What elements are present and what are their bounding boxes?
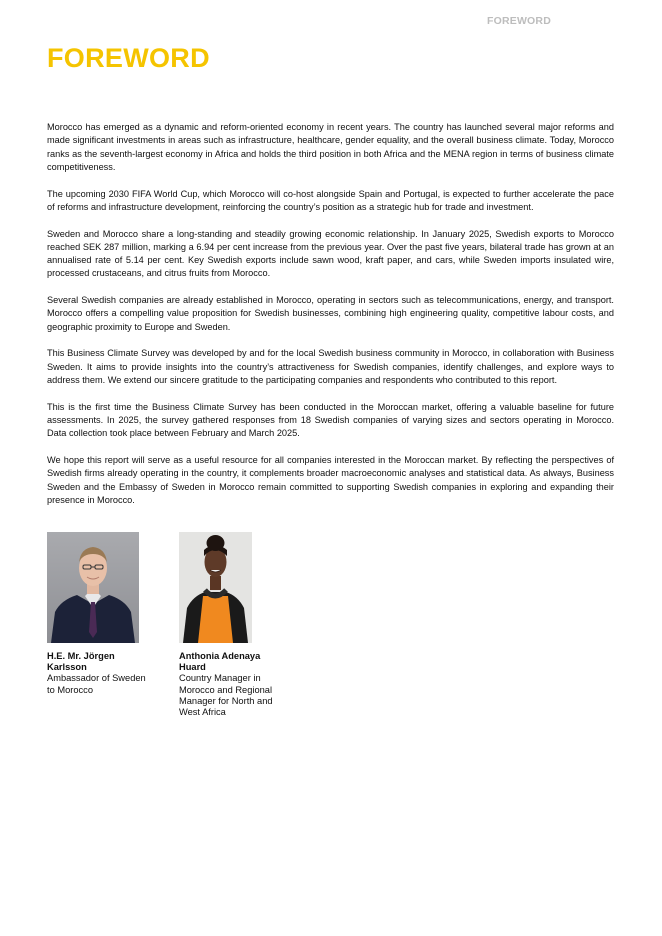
- signatory-ambassador: [47, 532, 155, 696]
- signatory-country-manager: [179, 532, 289, 718]
- paragraph: This is the first time the Business Climate Survey has been conducted in the Moroccan market, offering a valuable baseline for future assessments. In 2025, the survey gathered responses from 18 Swedish companies of varying sizes and sectors operating in Morocco. Data collection took place between February and March 2025.: [47, 401, 614, 439]
- signatory-name: Anthonia Adenaya Huard: [179, 651, 261, 673]
- paragraph: Morocco has emerged as a dynamic and reform-oriented economy in recent years. The country has launched several major reforms and made significant investments in areas such as infrastructure, healthcare, gender equality, and the overall business climate. Today, Morocco ranks as the seventh-largest economy in Africa and holds the third position in both Africa and the MENA region in terms of business climate competitiveness.: [47, 122, 614, 172]
- signatories: [47, 532, 447, 732]
- page-title: FOREWORD: [47, 43, 210, 73]
- paragraph: Several Swedish companies are already established in Morocco, operating in sectors such as telecommunications, energy, and transport. Morocco offers a compelling value proposition for Swedish businesses, combining high engineering quality, competitive labour costs, and geographic proximity to Europe and Sweden.: [47, 295, 614, 332]
- running-header: FOREWORD: [486, 15, 551, 27]
- signatory-role: Country Manager in Morocco and Regional Manager for North and West Africa: [179, 673, 273, 718]
- paragraph: We hope this report will serve as a useful resource for all companies interested in the Moroccan market. By reflecting the perspectives of Swedish firms already operating in the country, it complements broader macroeconomic analyses and statistical data. As always, Business Sweden and the Embassy of Sweden in Morocco remain committed to supporting Swedish companies in exploring and expanding their presence in Morocco.: [47, 454, 614, 505]
- paragraph: The upcoming 2030 FIFA World Cup, which Morocco will co-host alongside Spain and Portugal, is expected to further accelerate the pace of reforms and infrastructure development, reinforcing the country’s position as a strategic hub for trade and investment.: [47, 188, 614, 212]
- country-manager-portrait-photo: [179, 532, 252, 643]
- foreword-body: [47, 121, 614, 521]
- paragraph: Sweden and Morocco share a long-standing and steadily growing economic relationship. In January 2025, Swedish exports to Morocco reached SEK 287 million, marking a 6.94 per cent increase from the previous year. Over the past five years, bilateral trade has grown at an annualised rate of 5.14 per cent. Key Swedish exports include sawn wood, kraft paper, and cars, while Sweden imports insulated wire, processed crustaceans, and citrus fruits from Morocco.: [47, 228, 614, 279]
- signatory-role: Ambassador of Sweden to Morocco: [47, 673, 146, 695]
- paragraph: This Business Climate Survey was developed by and for the local Swedish business community in Morocco, in collaboration with Business Sweden. It aims to provide insights into the country’s attractiveness for Swedish companies, identify challenges, and explore ways to address them. We extend our sincere gratitude to the participating companies and respondents who contributed to this report.: [47, 348, 614, 386]
- ambassador-portrait-photo: [47, 532, 139, 643]
- signatory-name: H.E. Mr. Jörgen Karlsson: [47, 651, 115, 673]
